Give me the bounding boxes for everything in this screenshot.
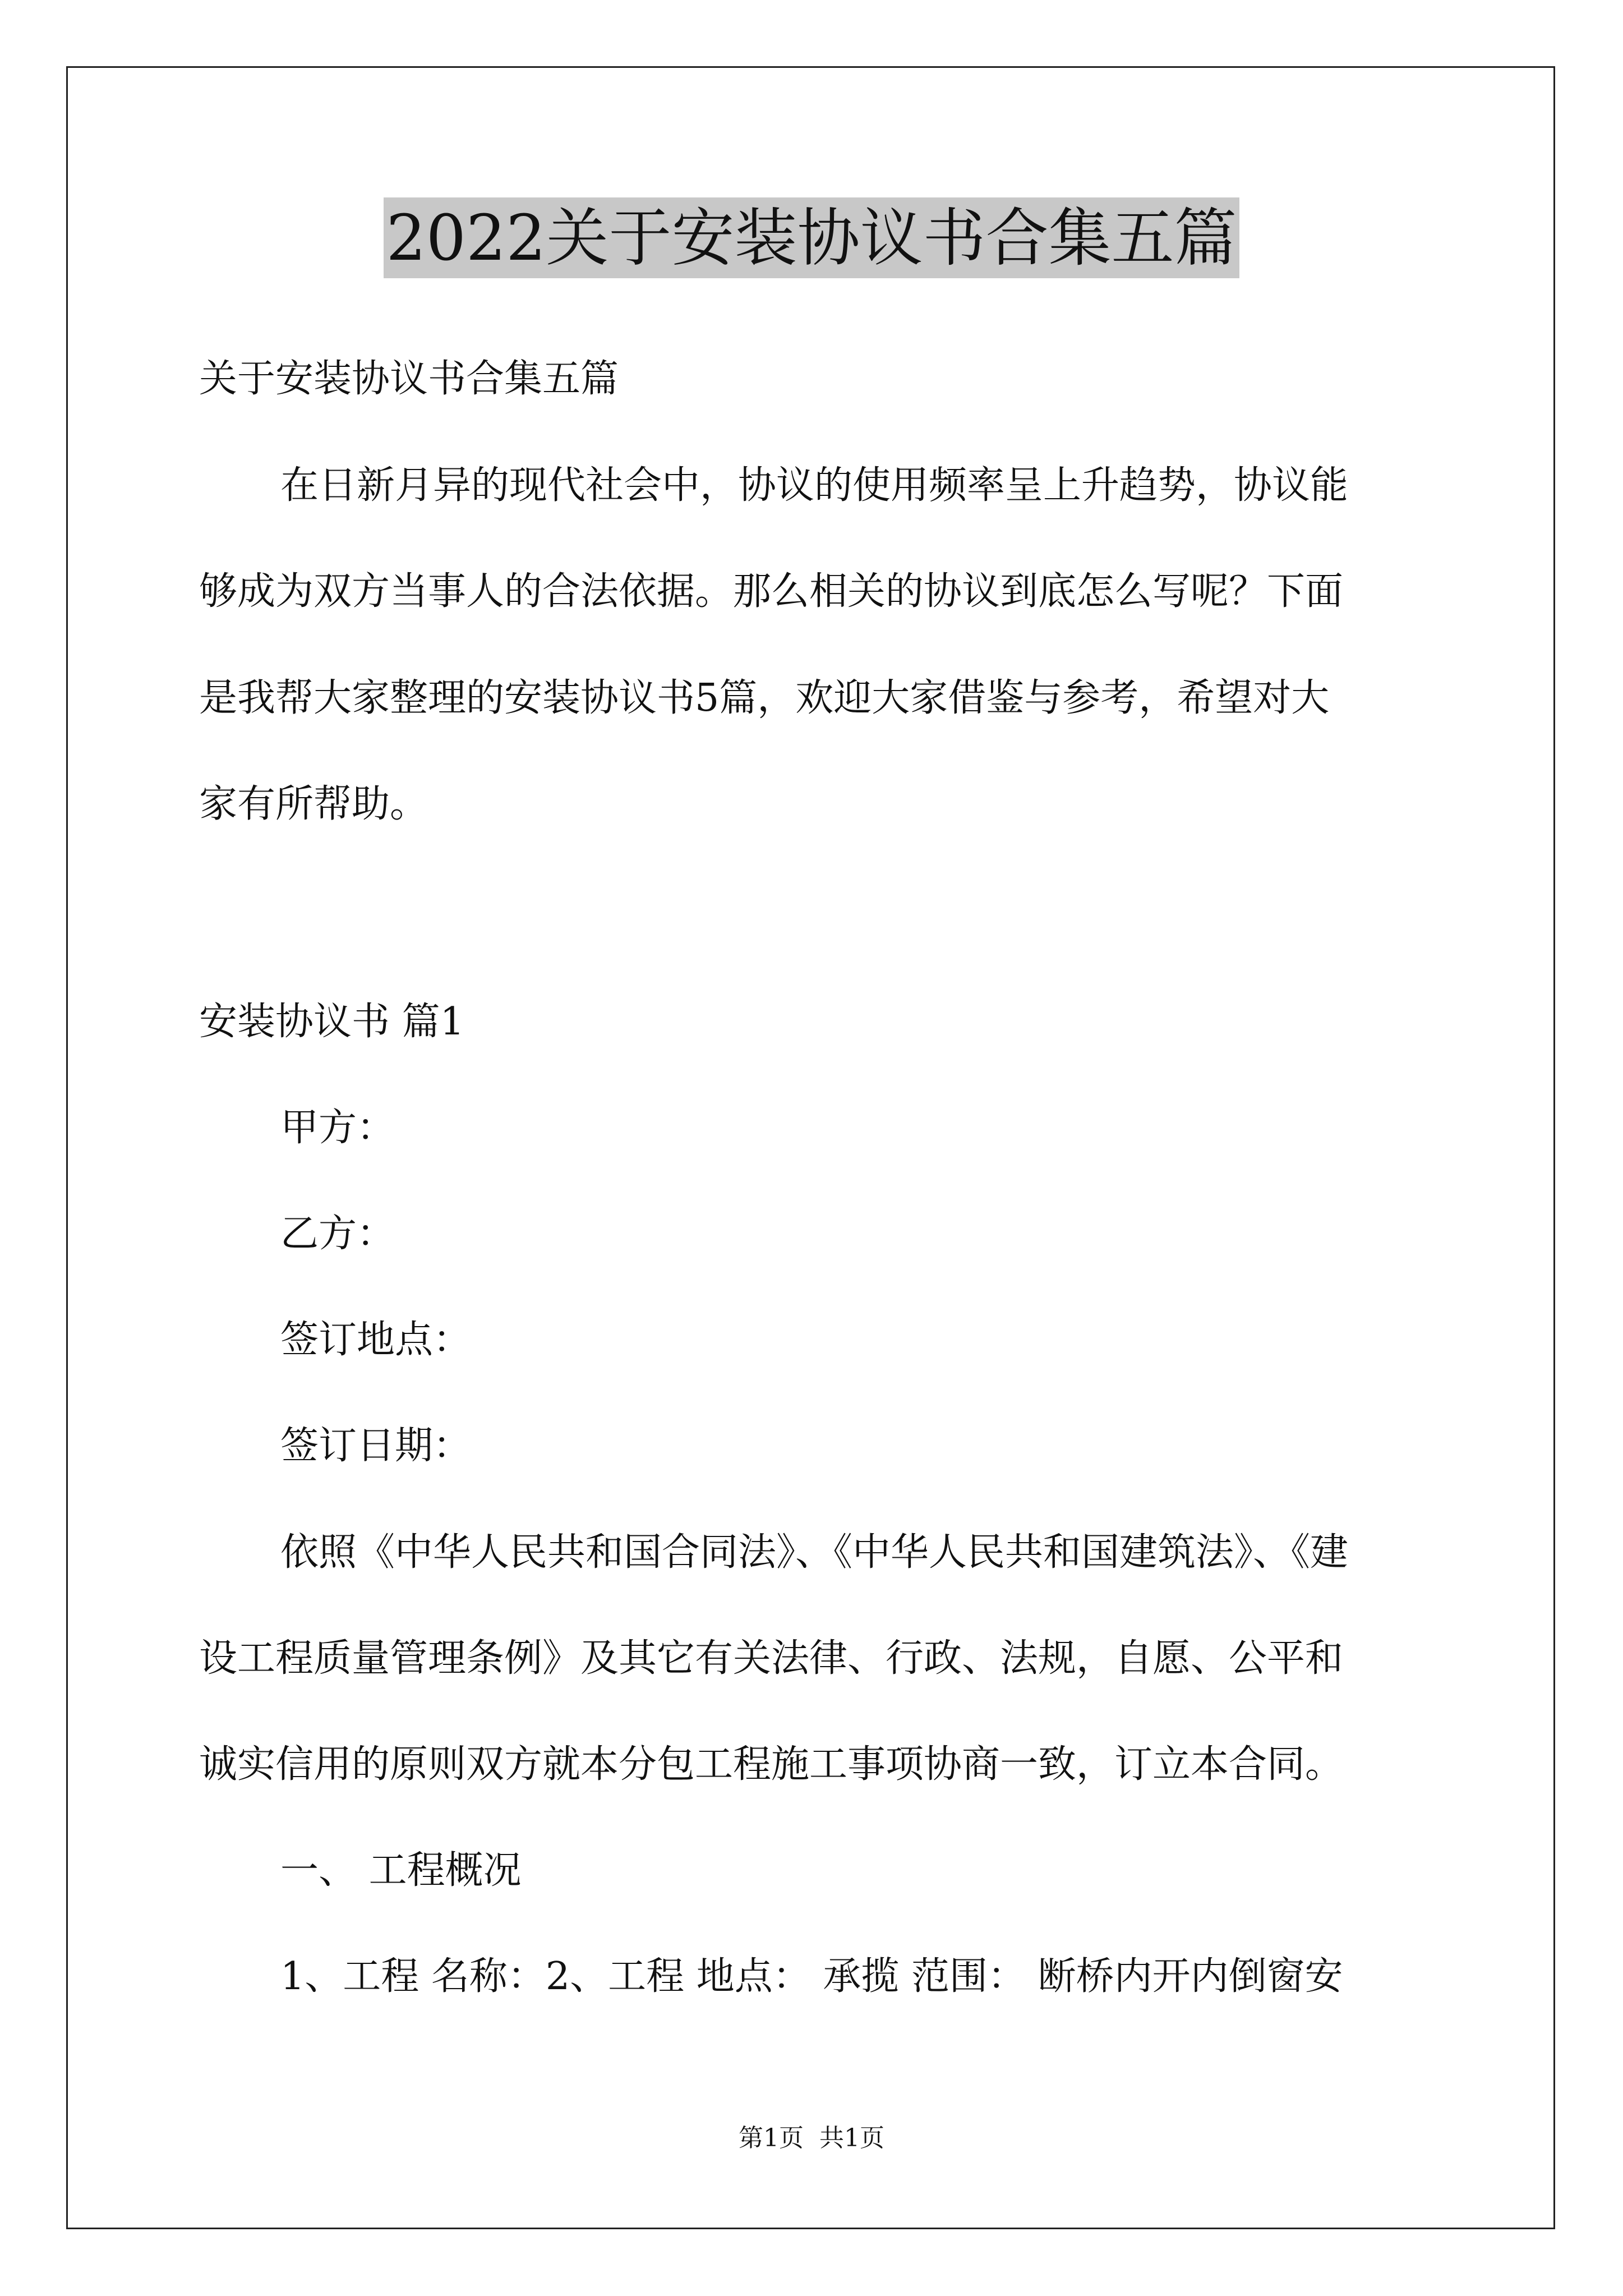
title-container xyxy=(0,197,1623,278)
page-total: 共1页 xyxy=(819,2124,884,2152)
paragraph-line: 依照《中华人民共和国合同法》、《中华人民共和国建筑法》、《建 xyxy=(280,1530,1349,1575)
paragraph-line: 设工程质量管理条例》及其它有关法律、行政、法规，自愿、公平和 xyxy=(199,1636,1344,1681)
subtitle-line: 关于安装协议书合集五篇 xyxy=(199,357,619,401)
paragraph-line: 是我帮大家整理的安装协议书5篇，欢迎大家借鉴与参考，希望对大 xyxy=(199,676,1330,720)
party-a-line: 甲方： xyxy=(280,1106,395,1150)
signing-date-line: 签订日期： xyxy=(280,1424,472,1468)
paragraph-line: 诚实信用的原则双方就本分包工程施工事项协商一致，订立本合同。 xyxy=(199,1742,1344,1787)
paragraph-line: 家有所帮助。 xyxy=(199,782,428,826)
section-heading: 安装协议书 篇1 xyxy=(199,1000,464,1044)
page-footer xyxy=(0,2123,1623,2154)
signing-place-line: 签订地点： xyxy=(280,1318,472,1362)
page-number: 第1页 xyxy=(739,2124,804,2152)
document-title: 2022关于安装协议书合集五篇 xyxy=(384,197,1239,278)
party-b-line: 乙方： xyxy=(280,1212,395,1256)
subsection-heading: 一、 工程概况 xyxy=(280,1848,522,1893)
paragraph-line: 够成为双方当事人的合法依据。那么相关的协议到底怎么写呢？下面 xyxy=(199,569,1344,614)
paragraph-line: 1、工程 名称：2、工程 地点： 承揽 范围： 断桥内开内倒窗安 xyxy=(280,1954,1343,1999)
paragraph-line: 在日新月异的现代社会中，协议的使用频率呈上升趋势，协议能 xyxy=(280,463,1349,508)
